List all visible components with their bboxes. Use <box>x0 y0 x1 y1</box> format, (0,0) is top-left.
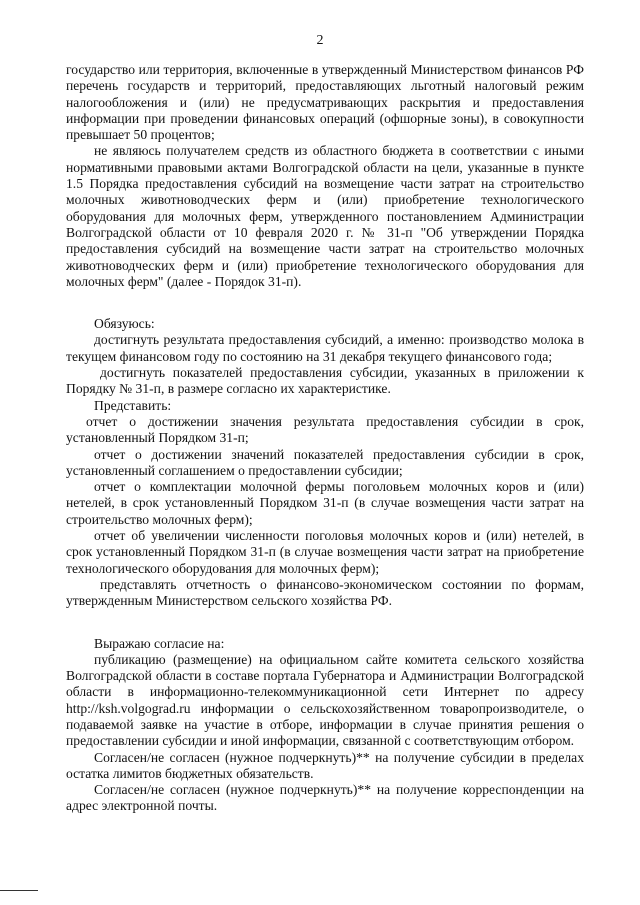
paragraph-publication-consent: публикацию (размещение) на официальном сайте комитета сельского хозяйства Волгоградской области в составе портала Губернатора и Администрации Волгоградской области в информационно-телекоммуникационной сети Интернет по адресу http://ksh.volgograd.ru информации о сельскохозяйственном товаропроизводителе, о подаваемой заявке на участие в отборе, информации в случае принятия решения о предоставлении субсидии и иной информации, связанной с соответствующим отбором. <box>66 651 584 749</box>
document-body <box>66 62 584 815</box>
heading-obligations: Обязуюсь: <box>94 316 155 332</box>
paragraph-achieve-result: достигнуть результата предоставления субсидий, а именно: производство молока в текущем финансовом году по состоянию на 31 декабря текущего финансового года; <box>66 332 584 364</box>
paragraph-report-herd: отчет о комплектации молочной фермы поголовьем молочных коров и (или) нетелей, в срок установленный Порядком 31-п (в случае возмещения части затрат на строительство молочных ферм); <box>66 479 584 527</box>
page-number: 2 <box>316 33 324 48</box>
heading-submit: Представить: <box>94 397 172 413</box>
heading-consent: Выражаю согласие на: <box>94 635 225 651</box>
paragraph-report-herd-increase: отчет об увеличении численности поголовья молочных коров и (или) нетелей, в срок установленный Порядком 31-п (в случае возмещения части затрат на приобретение технологического оборудования для молочных ферм); <box>66 528 584 576</box>
paragraph-not-recipient: не являюсь получателем средств из областного бюджета в соответствии с иными нормативными правовыми актами Волгоградской области на цели, указанные в пункте 1.5 Порядка предоставления субсидий на возмещение части затрат на строительство молочных животноводческих ферм и (или) приобретение технологического оборудования для молочных ферм, утвержденного постановлением Администрации Волгоградской области от 10 февраля 2020 г. № 31-п "Об утверждении Порядка предоставления субсидий на возмещение части затрат на строительство молочных животноводческих ферм и (или) приобретение технологического оборудования для молочных ферм" (далее - Порядок 31-п). <box>66 143 584 289</box>
paragraph-achieve-indicators: достигнуть показателей предоставления субсидии, указанных в приложении к Порядку № 31-п, в размере согласно их характеристике. <box>66 365 584 397</box>
paragraph-financial-reporting: представлять отчетность о финансово-экономическом состоянии по формам, утвержденным Министерством сельского хозяйства РФ. <box>66 576 584 609</box>
paragraph-report-result: отчет о достижении значения результата предоставления субсидии в срок, установленный Порядком 31-п; <box>66 413 584 446</box>
paragraph-offshore-clause: государство или территория, включенные в утвержденный Министерством финансов РФ перечень государств и территорий, предоставляющих льготный налоговый режим налогообложения и (или) не предусматривающих раскрытия и предоставления информации при проведении финансовых операций (офшорные зоны), в совокупности превышает 50 процентов; <box>66 62 584 143</box>
paragraph-subsidy-consent: Согласен/не согласен (нужное подчеркнуть)** на получение субсидии в пределах остатка лимитов бюджетных обязательств. <box>66 749 584 781</box>
paragraph-report-indicators: отчет о достижении значений показателей предоставления субсидии в срок, установленный соглашением о предоставлении субсидии; <box>66 446 584 478</box>
paragraph-email-consent: Согласен/не согласен (нужное подчеркнуть)** на получение корреспонденции на адрес электронной почты. <box>66 782 584 814</box>
footnote-separator <box>0 890 38 891</box>
